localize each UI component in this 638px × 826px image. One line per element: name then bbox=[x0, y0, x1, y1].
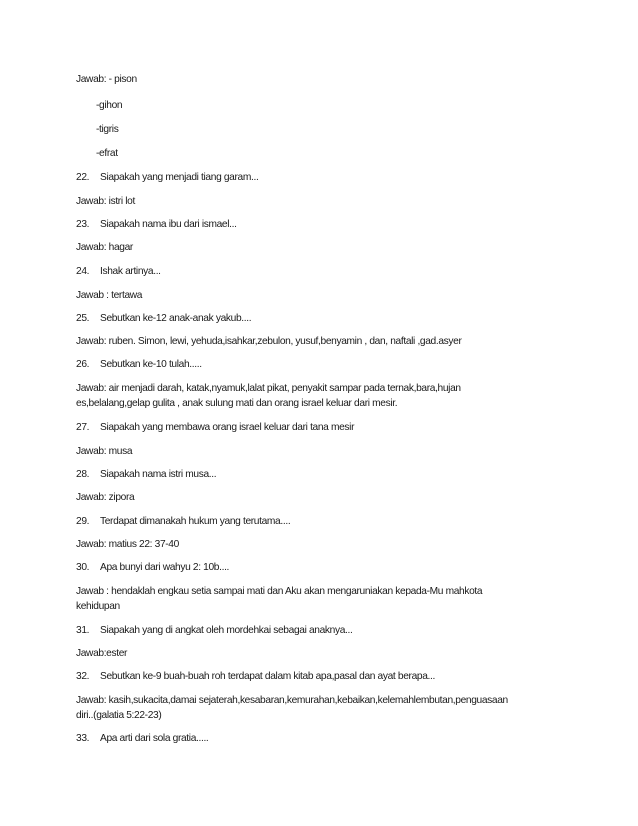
answer-line: Jawab: - pison bbox=[76, 74, 137, 85]
question-text: Siapakah nama istri musa... bbox=[100, 469, 217, 480]
question-number: 25. bbox=[76, 313, 90, 324]
answer-line: kehidupan bbox=[76, 601, 120, 612]
question-31 bbox=[76, 623, 566, 638]
answer-line: diri..(galatia 5:22-23) bbox=[76, 710, 162, 721]
question-text: Ishak artinya... bbox=[100, 266, 161, 277]
answer-line: Jawab: ruben. Simon, lewi, yehuda,isahkar,zebulon, yusuf,benyamin , dan, naftali ,gad.asyer bbox=[76, 336, 462, 347]
question-text: Sebutkan ke-12 anak-anak yakub.... bbox=[100, 313, 252, 324]
answer-line: Jawab: hagar bbox=[76, 242, 133, 253]
question-text: Siapakah yang menjadi tiang garam... bbox=[100, 172, 259, 183]
question-text: Apa bunyi dari wahyu 2: 10b.... bbox=[100, 562, 230, 573]
answer-line: Jawab : hendaklah engkau setia sampai mati dan Aku akan mengaruniakan kepada-Mu mahkota bbox=[76, 586, 483, 597]
question-text: Sebutkan ke-10 tulah..... bbox=[100, 359, 202, 370]
question-25 bbox=[76, 311, 566, 326]
answer-line: -gihon bbox=[96, 100, 123, 111]
answer-line: Jawab: istri lot bbox=[76, 196, 135, 207]
question-26 bbox=[76, 357, 566, 372]
answer-line: Jawab: musa bbox=[76, 446, 133, 457]
question-text: Siapakah yang di angkat oleh mordehkai sebagai anaknya... bbox=[100, 625, 353, 636]
question-23 bbox=[76, 217, 566, 232]
answer-line: Jawab: air menjadi darah, katak,nyamuk,lalat pikat, penyakit sampar pada ternak,bara,hujan bbox=[76, 383, 461, 394]
question-22 bbox=[76, 170, 566, 185]
question-number: 30. bbox=[76, 562, 90, 573]
answer-line: es,belalang,gelap gulita , anak sulung mati dan orang israel keluar dari mesir. bbox=[76, 398, 398, 409]
question-number: 23. bbox=[76, 219, 90, 230]
answer-line: Jawab : tertawa bbox=[76, 290, 143, 301]
answer-line: -tigris bbox=[96, 124, 119, 135]
question-number: 33. bbox=[76, 733, 90, 744]
question-27 bbox=[76, 420, 566, 435]
question-number: 28. bbox=[76, 469, 90, 480]
question-number: 31. bbox=[76, 625, 90, 636]
question-30 bbox=[76, 560, 566, 575]
question-28 bbox=[76, 467, 566, 482]
question-text: Sebutkan ke-9 buah-buah roh terdapat dalam kitab apa,pasal dan ayat berapa... bbox=[100, 671, 435, 682]
question-number: 29. bbox=[76, 516, 90, 527]
answer-line: -efrat bbox=[96, 148, 118, 159]
answer-line: Jawab: matius 22: 37-40 bbox=[76, 539, 179, 550]
question-number: 32. bbox=[76, 671, 90, 682]
question-text: Apa arti dari sola gratia..... bbox=[100, 733, 209, 744]
question-text: Siapakah nama ibu dari ismael... bbox=[100, 219, 237, 230]
answer-line: Jawab: kasih,sukacita,damai sejaterah,kesabaran,kemurahan,kebaikan,kelemahlembutan,penguasaan bbox=[76, 695, 508, 706]
question-number: 27. bbox=[76, 422, 90, 433]
question-29 bbox=[76, 514, 566, 529]
question-33 bbox=[76, 731, 566, 746]
answer-line: Jawab: zipora bbox=[76, 492, 135, 503]
question-24 bbox=[76, 264, 566, 279]
question-32 bbox=[76, 669, 566, 684]
question-number: 24. bbox=[76, 266, 90, 277]
question-text: Terdapat dimanakah hukum yang terutama.... bbox=[100, 516, 291, 527]
question-number: 22. bbox=[76, 172, 90, 183]
answer-line: Jawab:ester bbox=[76, 648, 128, 659]
question-text: Siapakah yang membawa orang israel keluar dari tana mesir bbox=[100, 422, 355, 433]
question-number: 26. bbox=[76, 359, 90, 370]
